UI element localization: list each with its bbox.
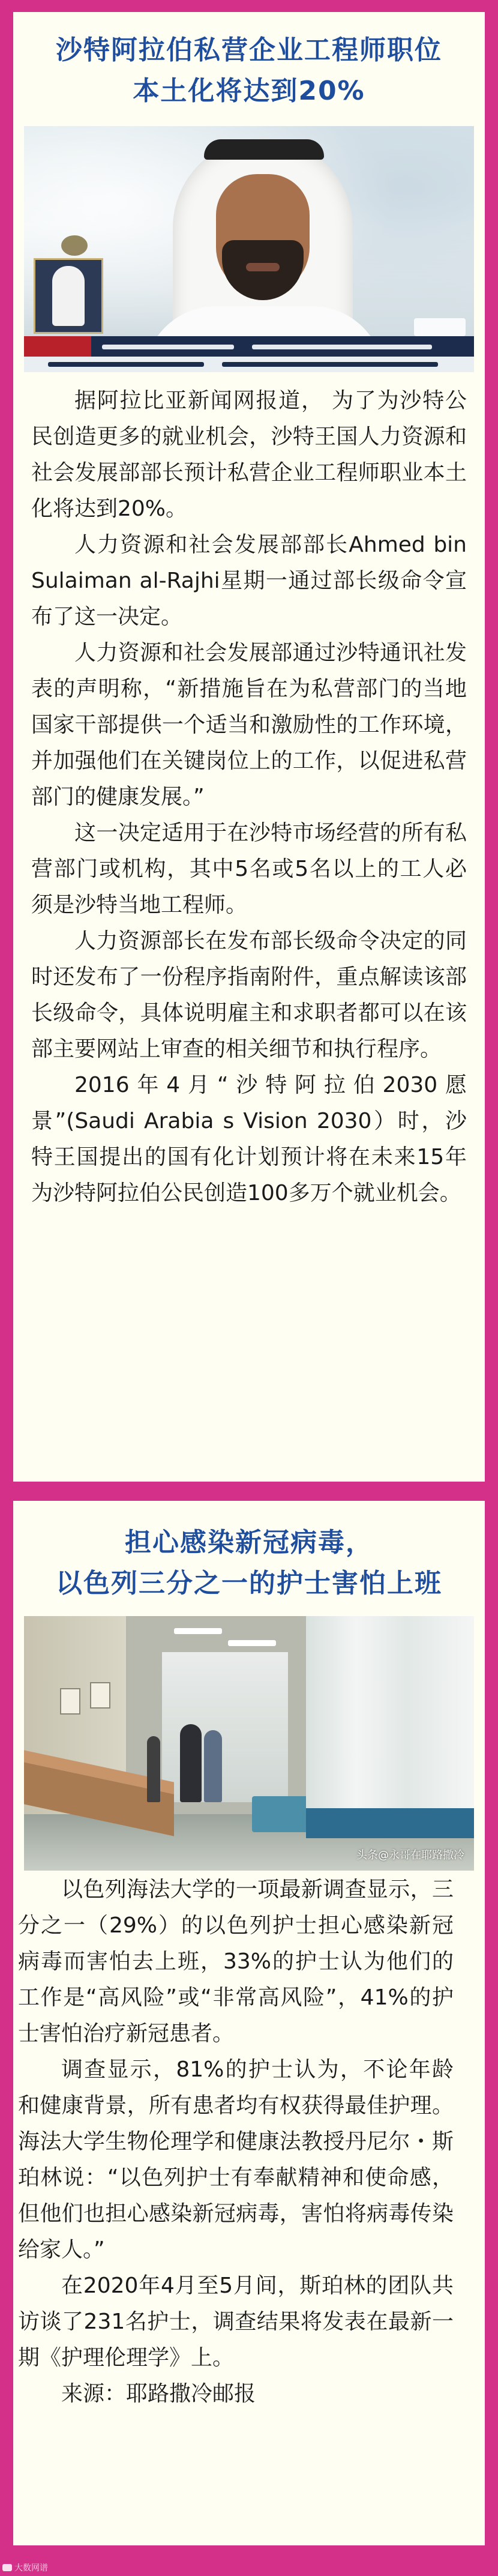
paragraph: 人力资源和社会发展部部长Ahmed bin Sulaiman al-Rajhi星期一通过部长级命令宣布了这一决定。 [31, 532, 467, 629]
paragraph: 2016年4月“沙特阿拉伯2030愿景”(Saudi Arabia s Vision 2030）时，沙特王国提出的国有化计划预计将在未来15年为沙特阿拉伯公民创造100多万个就业机会。 [31, 1073, 467, 1205]
article-body-saudi [31, 383, 467, 1211]
paragraph: 调查显示，81%的护士认为，不论年龄和健康背景，所有患者均有权获得最佳护理。海法大学生物伦理学和健康法教授丹尼尔・斯珀林说：“以色列护士有奉献精神和使命感，但他们也担心感染新冠病毒，害怕将病毒传染给家人。” [18, 2057, 454, 2262]
paragraph: 以色列海法大学的一项最新调查显示，三分之一（29%）的以色列护士担心感染新冠病毒而害怕去上班，33%的护士认为他们的工作是“高风险”或“非常高风险”，41%的护士害怕治疗新冠患者。 [18, 1877, 454, 2046]
channel-logo-icon [414, 318, 466, 336]
paragraph: 人力资源和社会发展部通过沙特通讯社发表的声明称，“新措施旨在为私营部门的当地国家干部提供一个适当和激励性的工作环境，并加强他们在关键岗位上的工作，以促进私营部门的健康发展。” [31, 641, 467, 809]
article-card-saudi [13, 12, 485, 1482]
headline-israel [13, 1501, 485, 1612]
source-line: 来源：耶路撒冷邮报 [61, 2381, 256, 2406]
headline-saudi [13, 12, 485, 124]
sign-language-inset [34, 258, 103, 334]
logo-icon [2, 2564, 12, 2571]
emblem-icon [61, 235, 88, 256]
paragraph: 据阿拉比亚新闻网报道， 为了为沙特公民创造更多的就业机会，沙特王国人力资源和社会发展部部长预计私营企业工程师职业本土化将达到20%。 [31, 388, 467, 521]
photo-watermark: 头条@永哥在耶路撒冷 [356, 1849, 464, 1862]
corner-logo-text: 大数网谱 [14, 2563, 48, 2573]
headline-line-1: 担心感染新冠病毒， [125, 1527, 373, 1558]
corner-logo [2, 2562, 48, 2574]
headline-line-1: 沙特阿拉伯私营企业工程师职位 [56, 35, 442, 65]
paragraph: 在2020年4月至5月间，斯珀林的团队共访谈了231名护士，调查结果将发表在最新一期《护理伦理学》上。 [18, 2273, 454, 2370]
paragraph: 这一决定适用于在沙特市场经营的所有私营部门或机构，其中5名或5名以上的工人必须是沙特当地工程师。 [31, 821, 467, 917]
article-body-israel [18, 1872, 454, 2412]
headline-line-2: 以色列三分之一的护士害怕上班 [56, 1568, 442, 1599]
news-broadcast-photo [24, 126, 474, 372]
hospital-corridor-photo [24, 1616, 474, 1871]
paragraph: 人力资源部长在发布部长级命令决定的同时还发布了一份程序指南附件，重点解读该部长级命令，具体说明雇主和求职者都可以在该部主要网站上审查的相关细节和执行程序。 [31, 929, 467, 1061]
headline-line-2: 本土化将达到20% [133, 76, 365, 106]
